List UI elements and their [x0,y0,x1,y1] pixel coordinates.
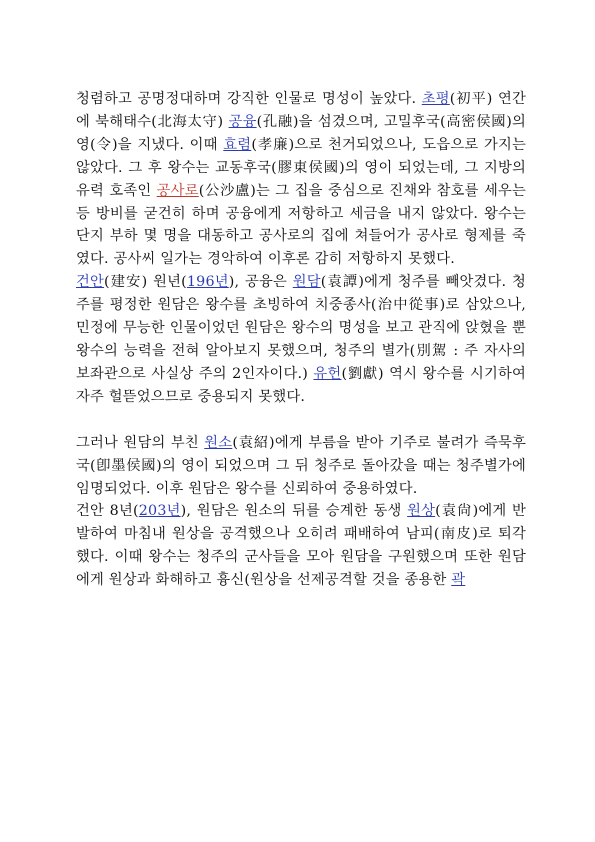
wiki-link[interactable]: 건안 [76,274,105,291]
text-run: 건안 8년( [76,503,139,520]
wiki-link[interactable]: 원상 [407,503,436,520]
text-run: 그러나 원담의 부친 [76,434,205,451]
text-run: (袁尙)에게 반발하여 마침내 원상을 공격했으나 오히려 패배하여 남피(南皮)로 퇴각했다. 이때 왕수는 청주의 군사들을 모아 원담을 구원했으며 또한 원담에게 원상과 화해하고 흉신(원상을 선제공격할 것을 종용한 [76,503,527,589]
wiki-link[interactable]: 원소 [204,434,233,451]
paragraph [76,88,526,271]
wiki-link[interactable]: 곽 [451,572,466,589]
text-run: (袁紹)에게 부름을 받아 기주로 불려가 즉묵후국(卽墨侯國)의 영이 되었으며 그 뒤 청주로 돌아갔을 때는 청주별가에 임명되었다. 이후 원담은 왕수를 신뢰하여 중용하였다. [76,434,526,497]
text-run: ), 공융은 [228,274,293,291]
paragraph [76,500,526,592]
paragraph [76,432,526,501]
wiki-link[interactable]: 공융 [228,113,257,130]
text-run: (孔融)을 섬겼으며, 고밀후국(高密侯國)의 영(令)을 지냈다. 이때 [76,113,526,153]
paragraph-gap [76,409,526,432]
missing-article-link[interactable]: 공사로 [156,182,199,199]
text-run: 청렴하고 공명정대하며 강직한 인물로 명성이 높았다. [76,91,422,107]
text-run: (初平) 연간에 북해태수(北海太守) [76,91,526,130]
wiki-link[interactable]: 초평 [421,91,450,107]
text-run: (公沙盧)는 그 집을 중심으로 진채와 참호를 세우는 등 방비를 굳건히 하며 공융에게 저항하고 세금을 내지 않았다. 왕수는 단지 부하 몇 명을 대동하고 공사로의 집에 쳐들어가 공사로 형제를 죽였다. 공사씨 일가는 경악하여 이후론 감히 저항하지 못했다. [76,182,526,268]
text-run: (劉獻) 역시 왕수를 시기하여 자주 헐뜯었으므로 중용되지 못했다. [76,365,526,405]
text-run: (孝廉)으로 천거되었으나, 도읍으로 가지는 않았다. 그 후 왕수는 교동후국(膠東侯國)의 영이 되었는데, 그 지방의 유력 호족인 [76,136,527,199]
wiki-link[interactable]: 유헌 [313,365,342,382]
wiki-link[interactable]: 196년 [186,274,229,291]
text-run: (建安) 원년( [104,274,187,291]
wiki-link[interactable]: 효렴 [223,136,252,153]
wiki-link[interactable]: 203년 [138,503,181,520]
text-run: ), 원담은 원소의 뒤를 승계한 동생 [180,503,408,520]
wiki-link[interactable]: 원담 [292,274,321,291]
paragraph [76,271,526,408]
text-run: (袁譚)에게 청주를 빼앗겼다. 청주를 평정한 원담은 왕수를 초빙하여 치중종사(治中從事)로 삼았으나, 민정에 무능한 인물이었던 원담은 왕수의 명성을 보고 관직에 앉혔을 뿐 왕수의 능력을 전혀 알아보지 못했으며, 청주의 별가(別駕 : 주 자사의 보좌관으로 사실상 주의 2인자이다.) [76,274,526,382]
article-body [76,88,526,592]
